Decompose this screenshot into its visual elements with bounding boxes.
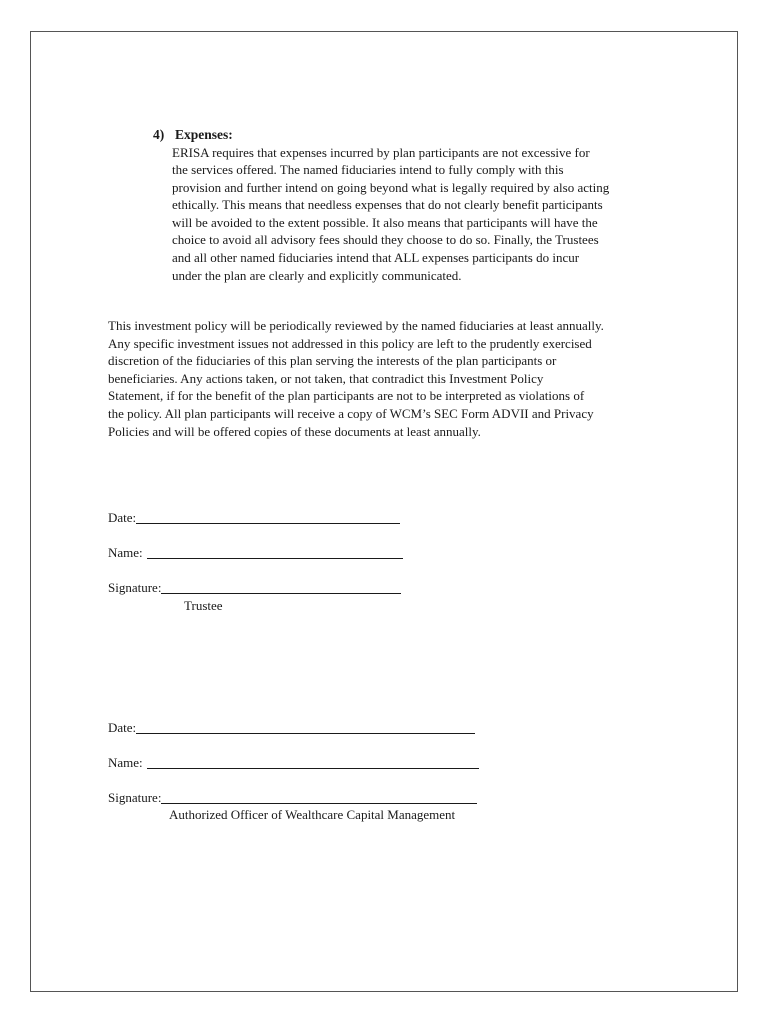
officer-date-field[interactable] <box>108 719 475 736</box>
policy-line: This investment policy will be periodically reviewed by the named fiduciaries at least annually. <box>108 318 604 333</box>
section-heading <box>153 126 653 144</box>
section-line: provision and further intend on going beyond what is legally required by also acting <box>172 179 610 195</box>
officer-signature-label: Signature: <box>108 790 162 805</box>
policy-line: Statement, if for the benefit of the plan participants are not to be interpreted as violations of <box>108 388 585 404</box>
trustee-signature-label: Signature: <box>108 580 162 595</box>
trustee-name-field[interactable] <box>108 544 403 561</box>
policy-line: the policy. All plan participants will receive a copy of WCM’s SEC Form ADVII and Privacy <box>108 405 594 421</box>
policy-line: discretion of the fiduciaries of this plan serving the interests of the plan participants or <box>108 353 557 369</box>
officer-date-label: Date: <box>108 720 137 735</box>
section-line: ERISA requires that expenses incurred by plan participants are not excessive for <box>172 144 590 160</box>
trustee-date-label: Date: <box>108 510 137 525</box>
trustee-date-line[interactable] <box>136 509 400 524</box>
officer-signature-field[interactable] <box>108 789 477 806</box>
officer-name-label: Name: <box>108 755 143 770</box>
policy-line: Any specific investment issues not addressed in this policy are left to the prudently exercised <box>108 335 592 351</box>
section-title: Expenses: <box>175 127 233 142</box>
trustee-name-line[interactable] <box>147 544 403 559</box>
officer-caption: Authorized Officer of Wealthcare Capital Management <box>169 807 456 822</box>
trustee-date-field[interactable] <box>108 509 400 526</box>
trustee-caption: Trustee <box>184 598 223 613</box>
policy-line: Policies and will be offered copies of these documents at least annually. <box>108 423 481 439</box>
officer-date-line[interactable] <box>136 719 475 734</box>
expenses-section <box>153 126 653 284</box>
officer-signature-line[interactable] <box>161 789 477 804</box>
section-number: 4) <box>153 127 165 142</box>
section-line: under the plan are clearly and explicitly communicated. <box>172 267 462 283</box>
policy-paragraph <box>108 317 604 440</box>
section-line: choice to avoid all advisory fees should they choose to do so. Finally, the Trustees <box>172 232 599 248</box>
trustee-signature-field[interactable] <box>108 579 401 596</box>
officer-name-field[interactable] <box>108 754 479 771</box>
trustee-name-label: Name: <box>108 545 143 560</box>
section-line: ethically. This means that needless expenses that do not clearly benefit participants <box>172 197 603 213</box>
policy-line: beneficiaries. Any actions taken, or not taken, that contradict this Investment Policy <box>108 370 544 386</box>
section-line: the services offered. The named fiduciaries intend to fully comply with this <box>172 162 564 178</box>
section-line: and all other named fiduciaries intend that ALL expenses participants do incur <box>172 250 580 266</box>
section-line: will be avoided to the extent possible. It also means that participants will have the <box>172 214 598 230</box>
officer-name-line[interactable] <box>147 754 479 769</box>
section-body <box>172 144 653 285</box>
trustee-signature-line[interactable] <box>161 579 401 594</box>
